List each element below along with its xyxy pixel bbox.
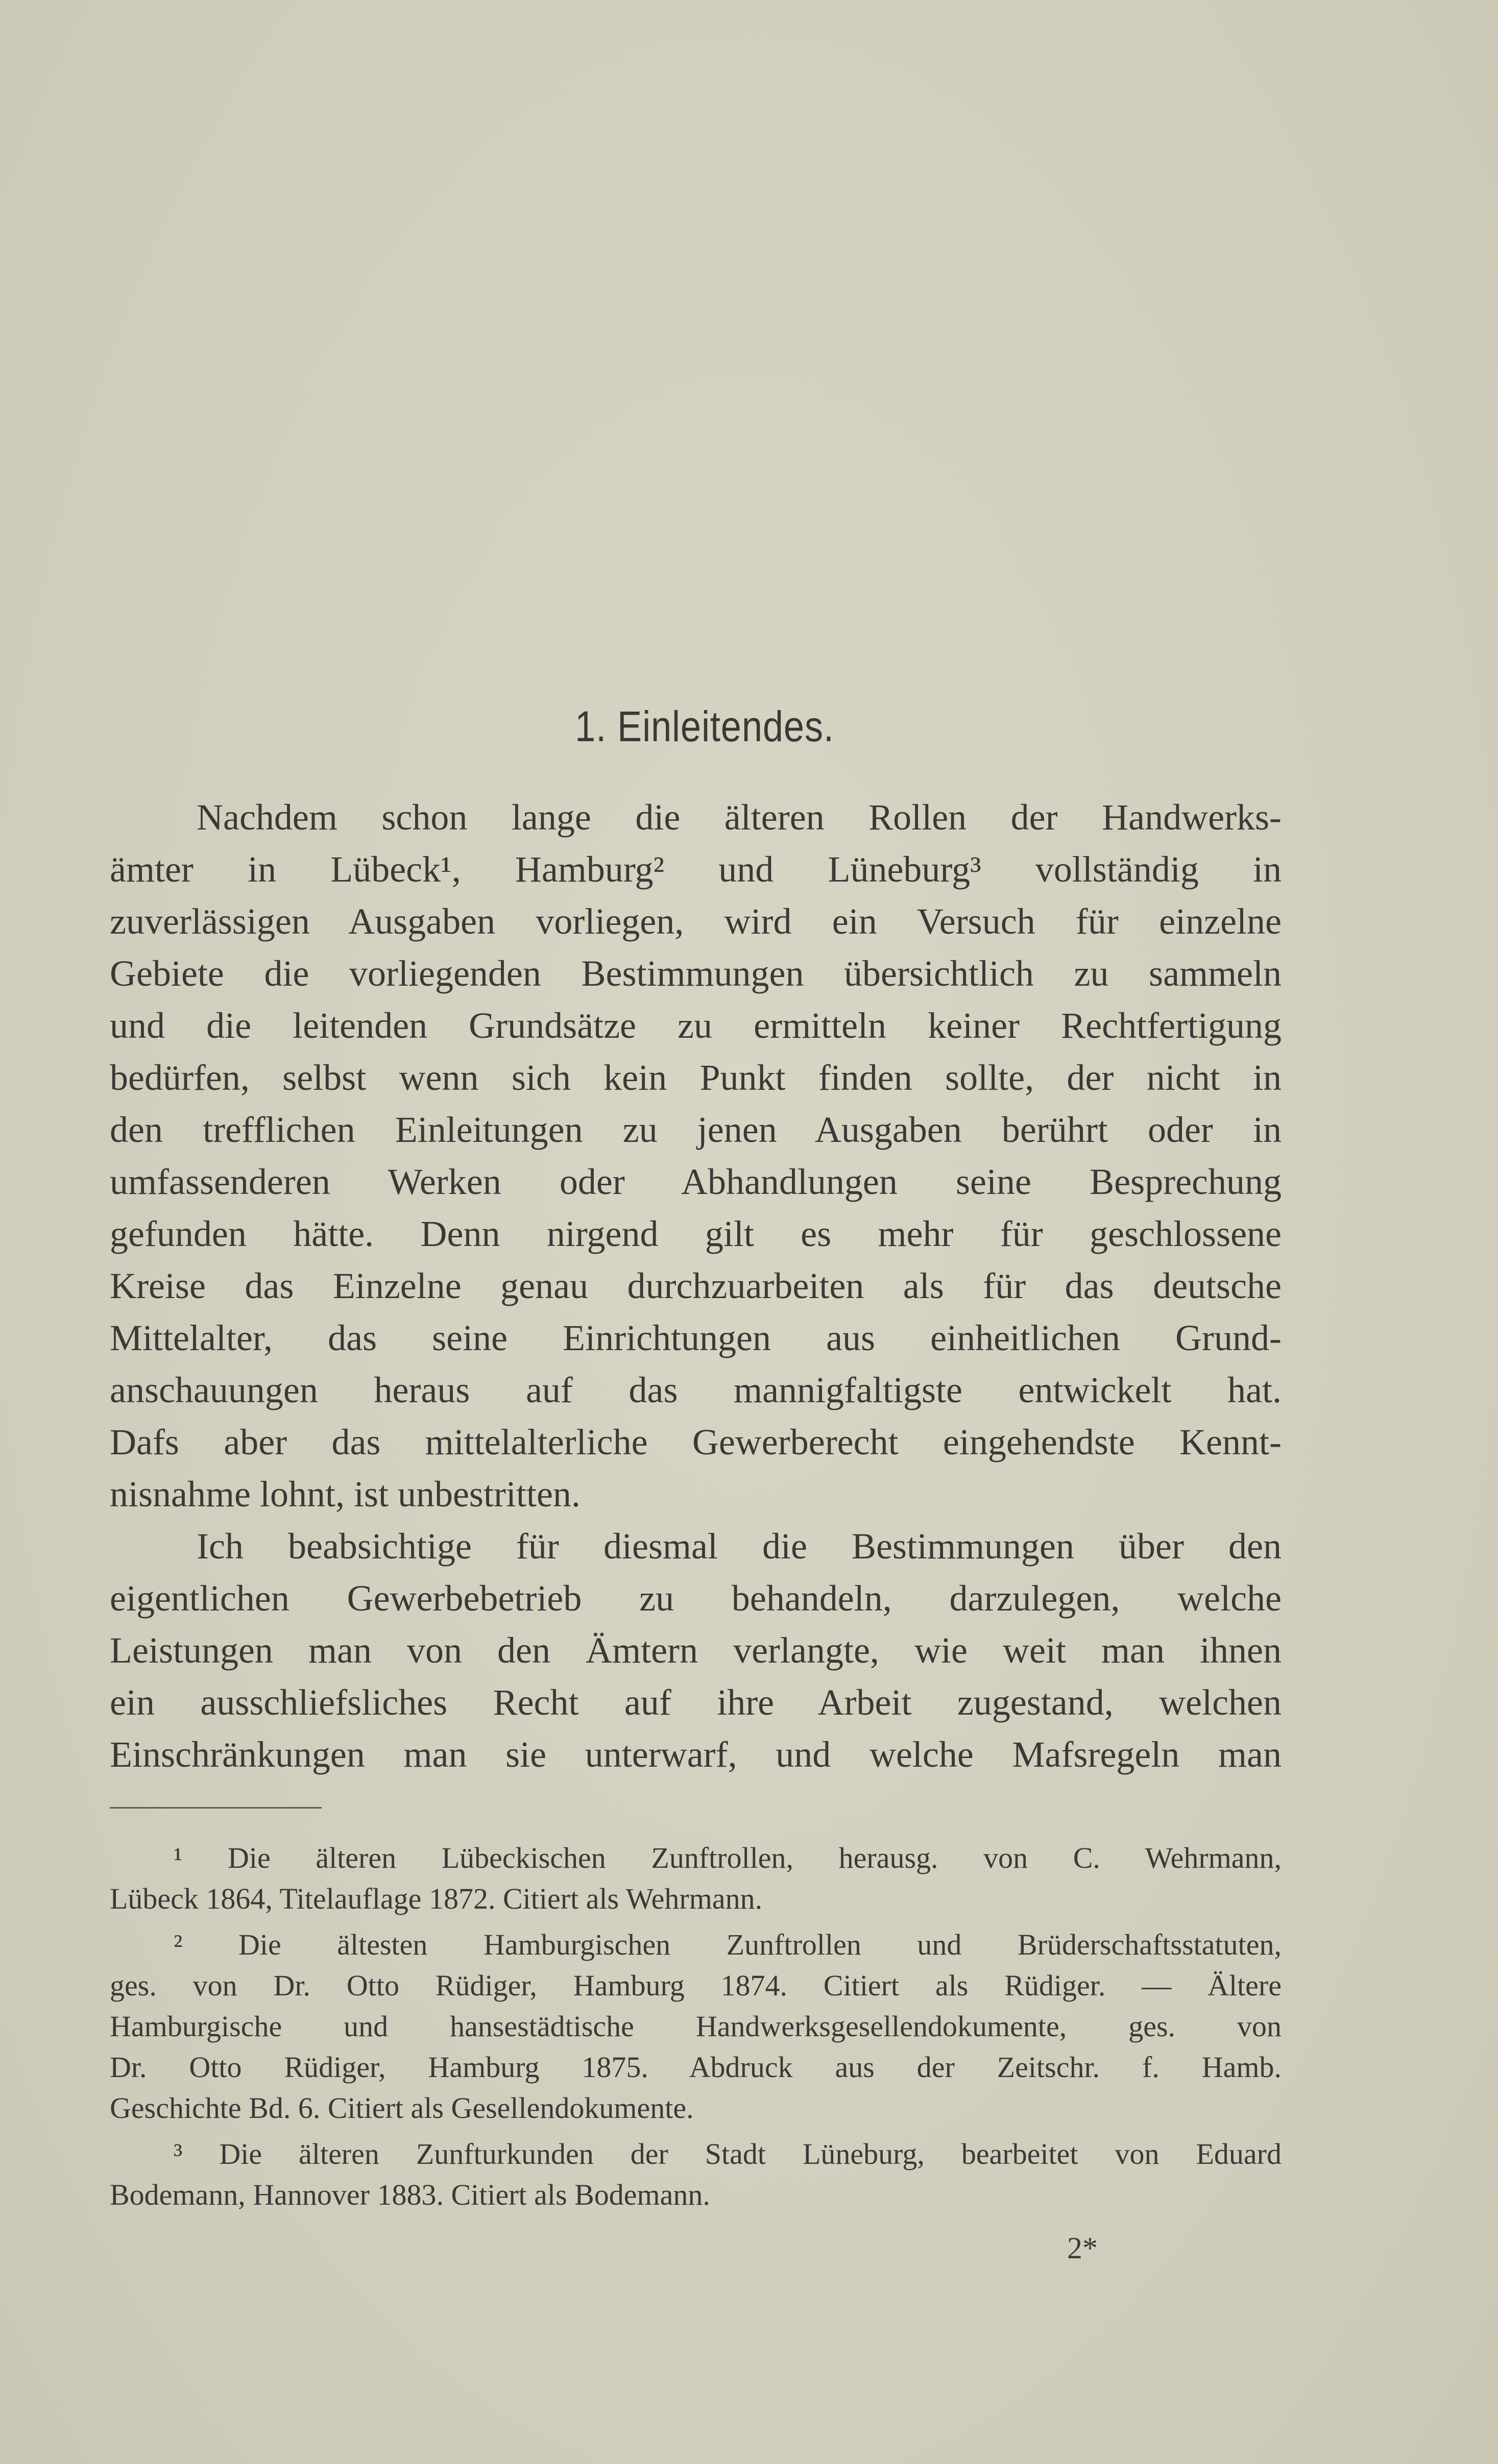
paragraph (110, 1520, 1282, 1780)
text-line: bedürfen, selbst wenn sich kein Punkt finden sollte, der nicht in (110, 1057, 1282, 1098)
footnote-line: Geschichte Bd. 6. Citiert als Gesellendokumente. (110, 2091, 694, 2125)
footnote-line: Bodemann, Hannover 1883. Citiert als Bodemann. (110, 2178, 710, 2211)
text-line: eigentlichen Gewerbebetrieb zu behandeln, darzulegen, welche (110, 1578, 1282, 1619)
text-line: ein ausschliefsliches Recht auf ihre Arbeit zugestand, welchen (110, 1682, 1282, 1723)
text-line: Einschränkungen man sie unterwarf, und welche Mafsregeln man (110, 1734, 1282, 1775)
footnote (110, 2134, 1282, 2215)
text-line: den trefflichen Einleitungen zu jenen Ausgaben berührt oder in (110, 1109, 1282, 1150)
text-line: und die leitenden Grundsätze zu ermitteln keiner Rechtfertigung (110, 1005, 1282, 1046)
text-line: Ich beabsichtige für diesmal die Bestimmungen über den (197, 1526, 1282, 1567)
footnote-line: ³ Die älteren Zunfturkunden der Stadt Lüneburg, bearbeitet von Eduard (174, 2137, 1282, 2170)
paragraph (110, 791, 1282, 1520)
body-text (110, 791, 1282, 1780)
footnote-line: Hamburgische und hansestädtische Handwerksgesellendokumente, ges. von (110, 2010, 1282, 2043)
text-line: Gebiete die vorliegenden Bestimmungen übersichtlich zu sammeln (110, 953, 1282, 994)
text-line: zuverlässigen Ausgaben vorliegen, wird ein Versuch für einzelne (110, 901, 1282, 942)
text-line: Mittelalter, das seine Einrichtungen aus einheitlichen Grund- (110, 1318, 1282, 1358)
footnote-line: Lübeck 1864, Titelauflage 1872. Citiert als Wehrmann. (110, 1882, 763, 1915)
text-line: Kreise das Einzelne genau durchzuarbeiten als für das deutsche (110, 1265, 1282, 1306)
signature-mark: 2* (1067, 2231, 1098, 2265)
text-line: anschauungen heraus auf das mannigfaltigste entwickelt hat. (110, 1370, 1282, 1410)
chapter-heading: 1. Einleitendes. (575, 702, 834, 750)
footnote-line: ges. von Dr. Otto Rüdiger, Hamburg 1874. Citiert als Rüdiger. — Ältere (110, 1969, 1282, 2002)
footnote-line: ² Die ältesten Hamburgischen Zunftrollen und Brüderschaftsstatuten, (174, 1928, 1282, 1961)
text-line: umfassenderen Werken oder Abhandlungen seine Besprechung (110, 1161, 1282, 1202)
footnotes (110, 1838, 1282, 2221)
text-line: Nachdem schon lange die älteren Rollen der Handwerks- (197, 797, 1282, 838)
text-line: gefunden hätte. Denn nirgend gilt es mehr für geschlossene (110, 1213, 1282, 1254)
footnote-line: ¹ Die älteren Lübeckischen Zunftrollen, herausg. von C. Wehrmann, (174, 1841, 1282, 1874)
text-line: ämter in Lübeck¹, Hamburg² und Lüneburg³ vollständig in (110, 849, 1282, 890)
text-line: Leistungen man von den Ämtern verlangte, wie weit man ihnen (110, 1630, 1282, 1671)
text-line: nisnahme lohnt, ist unbestritten. (110, 1474, 581, 1515)
footnote-line: Dr. Otto Rüdiger, Hamburg 1875. Abdruck aus der Zeitschr. f. Hamb. (110, 2051, 1282, 2084)
footnote-divider (110, 1807, 322, 1809)
footnote (110, 1924, 1282, 2129)
text-line: Dafs aber das mittelalterliche Gewerberecht eingehendste Kennt- (110, 1422, 1282, 1462)
footnote (110, 1838, 1282, 1919)
